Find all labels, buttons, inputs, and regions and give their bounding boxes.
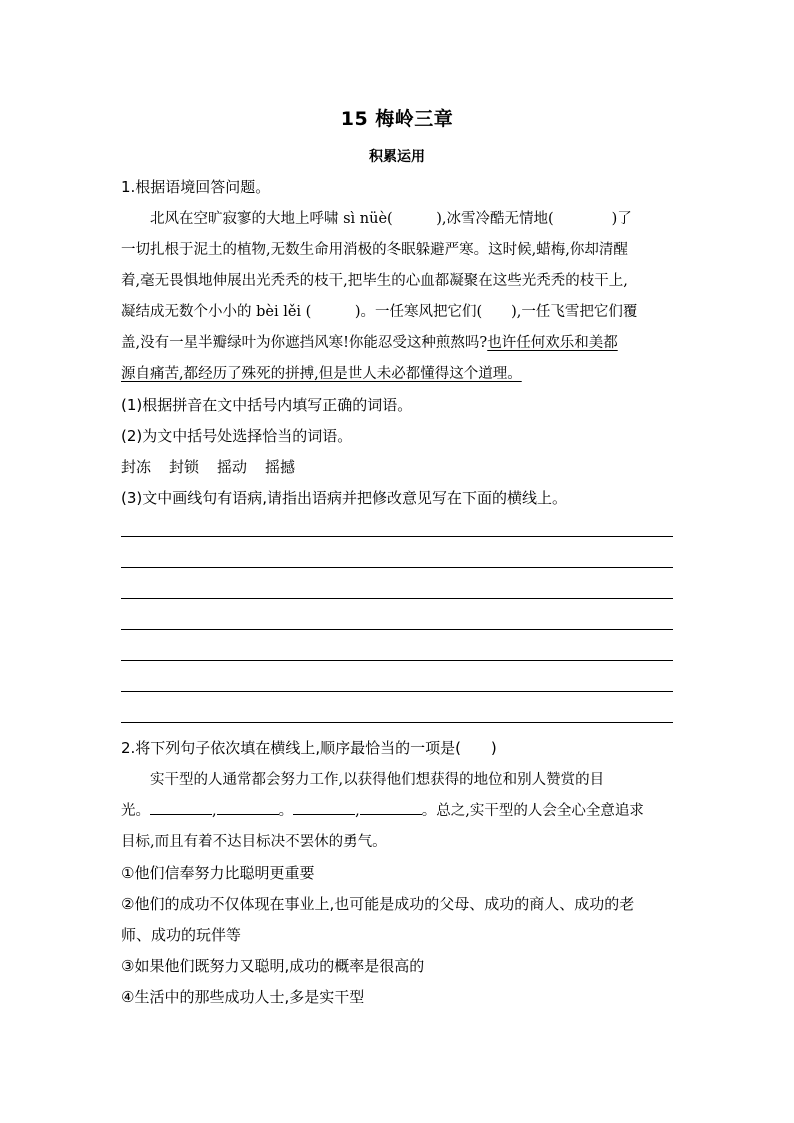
answer-line-3[interactable] bbox=[121, 598, 673, 599]
q2-separator: 。 bbox=[278, 803, 294, 819]
q2-separator: , bbox=[212, 803, 217, 819]
answer-line-1[interactable] bbox=[121, 536, 673, 537]
word-option: 摇动 bbox=[217, 458, 248, 476]
fill-blank-2[interactable] bbox=[217, 813, 279, 815]
q2-passage-text: 。总之,实干型的人会全心全意追求 bbox=[421, 803, 644, 819]
fill-blank-4[interactable] bbox=[360, 813, 422, 815]
passage-line-3: 着,毫无畏惧地伸展出光秃秃的枝干,把毕生的心血都凝聚在这些光秃秃的枝干上, bbox=[121, 273, 628, 289]
question-1-stem: 1.根据语境回答问题。 bbox=[121, 178, 271, 196]
answer-line-2[interactable] bbox=[121, 567, 673, 568]
q2-passage-line-1: 实干型的人通常都会努力工作,以获得他们想获得的地位和别人赞赏的目 bbox=[121, 772, 605, 788]
option-item-4: ④生活中的那些成功人士,多是实干型 bbox=[121, 988, 365, 1006]
answer-line-5[interactable] bbox=[121, 660, 673, 661]
word-option: 摇撼 bbox=[265, 458, 296, 476]
page-title: 15 梅岭三章 bbox=[340, 108, 454, 130]
question-2-stem: 2.将下列句子依次填在横线上,顺序最恰当的一项是( ) bbox=[121, 739, 497, 757]
subquestion-1: (1)根据拼音在文中括号内填写正确的词语。 bbox=[121, 396, 413, 414]
fill-blank-3[interactable] bbox=[293, 813, 355, 815]
subquestion-2: (2)为文中括号处选择恰当的词语。 bbox=[121, 427, 353, 445]
option-item-2: ②他们的成功不仅体现在事业上,也可能是成功的父母、成功的商人、成功的老 bbox=[121, 895, 635, 913]
answer-line-7[interactable] bbox=[121, 722, 673, 723]
passage-text: 盖,没有一星半瓣绿叶为你遮挡风寒!你能忍受这种煎熬吗? bbox=[121, 335, 488, 351]
section-subtitle: 积累运用 bbox=[369, 149, 425, 165]
q2-separator: , bbox=[355, 803, 360, 819]
word-options bbox=[121, 456, 313, 477]
option-item-3: ③如果他们既努力又聪明,成功的概率是很高的 bbox=[121, 957, 425, 975]
answer-line-4[interactable] bbox=[121, 629, 673, 630]
passage-line-1: 北风在空旷寂寥的大地上呼啸 sì nüè( ),冰雪冷酷无情地( )了 bbox=[121, 211, 632, 227]
passage-line-2: 一切扎根于泥土的植物,无数生命用消极的冬眠躲避严寒。这时候,蜡梅,你却清醒 bbox=[121, 242, 628, 258]
option-item-1: ①他们信奉努力比聪明更重要 bbox=[121, 864, 315, 882]
q2-passage-line-2 bbox=[121, 799, 644, 820]
passage-line-4: 凝结成无数个小小的 bèi lěi ( )。一任寒风把它们( ),一任飞雪把它们覆 bbox=[121, 304, 638, 320]
q2-passage-text: 光。 bbox=[121, 803, 150, 819]
word-option: 封冻 bbox=[121, 458, 152, 476]
answer-line-6[interactable] bbox=[121, 691, 673, 692]
fill-blank-1[interactable] bbox=[150, 813, 212, 815]
underlined-sentence-part-2: 源自痛苦,都经历了殊死的拼搏,但是世人未必都懂得这个道理。 bbox=[121, 366, 522, 382]
q2-passage-line-3: 目标,而且有着不达目标决不罢休的勇气。 bbox=[121, 834, 387, 850]
option-item-2-continued: 师、成功的玩伴等 bbox=[121, 926, 242, 944]
word-option: 封锁 bbox=[169, 458, 200, 476]
passage-line-5 bbox=[121, 331, 618, 352]
subquestion-3: (3)文中画线句有语病,请指出语病并把修改意见写在下面的横线上。 bbox=[121, 489, 568, 507]
underlined-sentence-part-1: 也许任何欢乐和美都 bbox=[487, 335, 618, 351]
